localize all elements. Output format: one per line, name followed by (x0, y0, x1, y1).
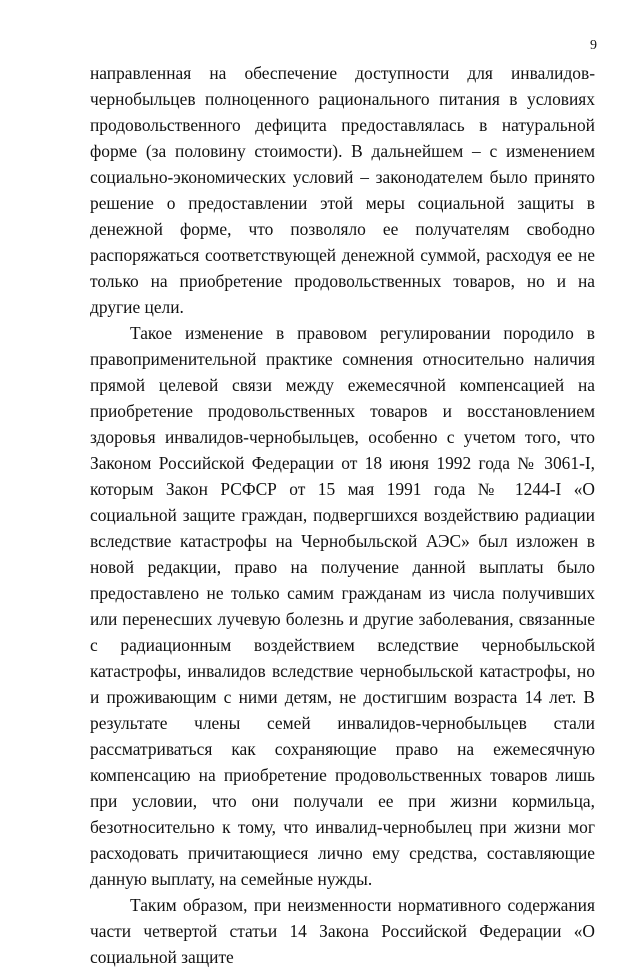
paragraph: Такое изменение в правовом регулировании породило в правоприменительной практике сомнения относительно наличия прямой целевой связи между ежемесячной компенсацией на приобретение продовольственных товаров и восстановлением здоровья инвалидов-чернобыльцев, особенно с учетом того, что Законом Российской Федерации от 18 июня 1992 года № 3061-I, которым Закон РСФСР от 15 мая 1991 года № 1244-I «О социальной защите граждан, подвергшихся воздействию радиации вследствие катастрофы на Чернобыльской АЭС» был изложен в новой редакции, право на получение данной выплаты было предоставлено не только самим гражданам из числа получивших или перенесших лучевую болезнь и другие заболевания, связанные с радиационным воздействием вследствие чернобыльской катастрофы, инвалидов вследствие чернобыльской катастрофы, но и проживающим с ними детям, не достигшим возраста 14 лет. В результате члены семей инвалидов-чернобыльцев стали рассматриваться как сохраняющие право на ежемесячную компенсацию на приобретение продовольственных товаров лишь при условии, что они получали ее при жизни кормильца, безотносительно к тому, что инвалид-чернобылец при жизни мог расходовать причитающиеся лично ему средства, составляющие данную выплату, на семейные нужды. (90, 323, 595, 889)
page-number: 9 (590, 38, 597, 53)
document-body (90, 60, 595, 970)
paragraph-continuation: направленная на обеспечение доступности для инвалидов-чернобыльцев полноценного рационального питания в условиях продовольственного дефицита предоставлялась в натуральной форме (за половину стоимости). В дальнейшем – с изменением социально-экономических условий – законодателем было принято решение о предоставлении этой меры социальной защиты в денежной форме, что позволяло ее получателям свободно распоряжаться соответствующей денежной суммой, расходуя ее не только на приобретение продовольственных товаров, но и на другие цели. (90, 63, 595, 317)
paragraph: Таким образом, при неизменности нормативного содержания части четвертой статьи 14 Закона Российской Федерации «О социальной защите (90, 895, 595, 967)
